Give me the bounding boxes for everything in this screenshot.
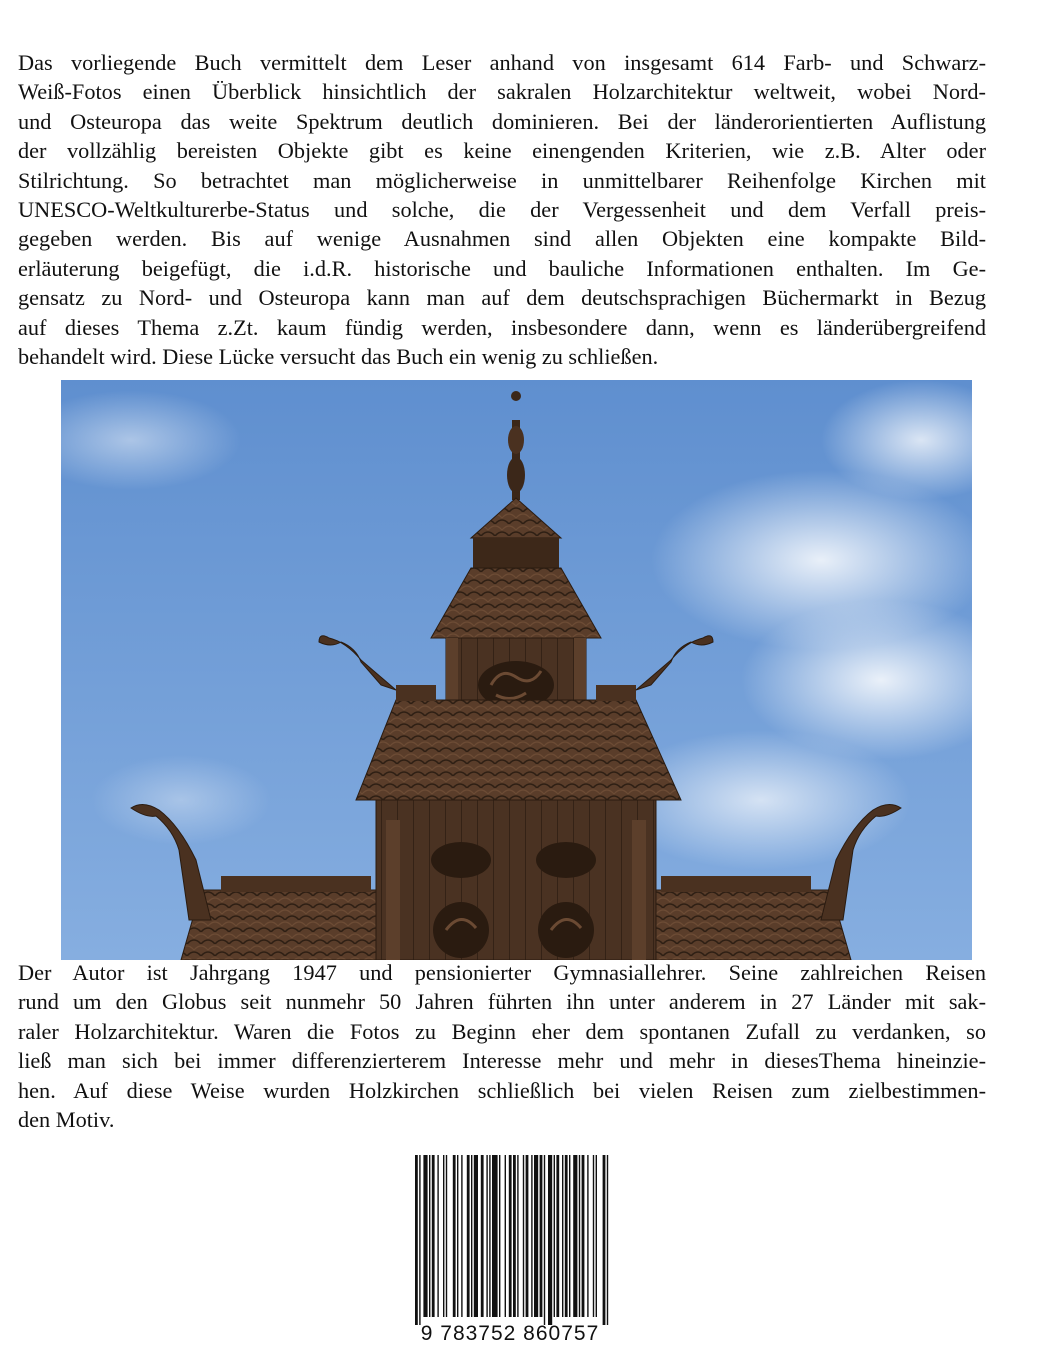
barcode-bar <box>517 1155 518 1317</box>
barcode-bar <box>467 1155 470 1317</box>
barcode-bar <box>540 1155 543 1317</box>
barcode-bar <box>569 1155 570 1317</box>
text-line: rund um den Globus seit nunmehr 50 Jahren führten ihn unter anderem in 27 Länder mit sak- <box>18 989 986 1015</box>
barcode-bar <box>554 1155 555 1317</box>
barcode-bar <box>607 1155 608 1325</box>
isbn-barcode <box>413 1155 609 1325</box>
text-line: auf dieses Thema z.Zt. kaum fündig werden, insbesondere dann, wenn es länderübergreifend <box>18 314 986 340</box>
barcode-bar <box>556 1155 559 1317</box>
barcode-bar <box>432 1155 435 1317</box>
text-line: UNESCO-Weltkulturerbe-Status und solche, die der Vergessenheit und dem Verfall preis- <box>18 197 986 223</box>
barcode-bar <box>582 1155 585 1317</box>
barcode-bar <box>489 1155 490 1317</box>
text-line: Weiß-Fotos einen Überblick hinsichtlich der sakralen Holzarchitektur weltweit, wobei Nord- <box>18 79 986 105</box>
barcode-bar <box>423 1155 427 1317</box>
barcode-bar <box>603 1155 606 1325</box>
stave-church-photo <box>61 380 972 960</box>
text-line: hen. Auf diese Weise wurden Holzkirchen schließlich bei vielen Reisen zum zielbestimmen- <box>18 1077 986 1103</box>
barcode-bar <box>562 1155 563 1317</box>
barcode-bar <box>457 1155 458 1317</box>
text-line: der vollzählig bereisten Objekte gibt es keine einengenden Kriterien, wie z.B. Alter oder <box>18 138 986 164</box>
barcode-bar <box>471 1155 472 1317</box>
isbn-number: 9 783752 860757 <box>420 1322 600 1345</box>
barcode-bar <box>573 1155 577 1317</box>
intro-paragraph <box>18 48 986 371</box>
barcode-bar <box>415 1155 418 1325</box>
barcode-bar <box>453 1155 456 1317</box>
barcode-bar <box>509 1155 512 1317</box>
barcode-bar <box>593 1155 594 1317</box>
barcode-bar <box>446 1155 447 1317</box>
text-line: erläuterung beigefügt, die i.d.R. historische und bauliche Informationen enthalten. Im Ge- <box>18 255 986 281</box>
text-line: Der Autor ist Jahrgang 1947 und pensionierter Gymnasiallehrer. Seine zahlreichen Reisen <box>18 960 986 985</box>
barcode-bar <box>596 1155 597 1317</box>
text-line: Stilrichtung. So betrachtet man möglicherweise in unmittelbarer Reihenfolge Kirchen mit <box>18 167 986 193</box>
barcode-bar <box>461 1155 462 1317</box>
text-line: und Osteuropa das weite Spektrum deutlich dominieren. Bei der länderorientierten Auflistung <box>18 108 986 134</box>
barcode-bar <box>429 1155 430 1317</box>
text-line: raler Holzarchitektur. Waren die Fotos zu Beginn eher dem spontanen Zufall zu verdanken, so <box>18 1018 986 1044</box>
barcode-bar <box>526 1155 529 1317</box>
barcode-bar <box>437 1155 438 1317</box>
barcode-bar <box>531 1155 532 1317</box>
barcode-bar <box>548 1155 552 1325</box>
barcode-bar <box>505 1155 506 1317</box>
barcode-bar <box>419 1155 420 1325</box>
barcode-bar <box>492 1155 498 1317</box>
barcode-bar <box>534 1155 538 1317</box>
barcode-bar <box>587 1155 588 1317</box>
barcode-bar <box>474 1155 478 1317</box>
text-line: den Motiv. <box>18 1107 115 1133</box>
barcode-bar <box>481 1155 484 1317</box>
text-line: gegeben werden. Bis auf wenige Ausnahmen sind allen Objekten eine kompakte Bild- <box>18 226 986 252</box>
text-line: ließ man sich bei immer differenzierterem Interesse mehr und mehr in diesesThema hineinzie- <box>18 1048 986 1074</box>
text-line: Das vorliegende Buch vermittelt dem Leser anhand von insgesamt 614 Farb- und Schwarz- <box>18 50 986 75</box>
barcode-bar <box>565 1155 568 1317</box>
barcode-bar <box>499 1155 500 1317</box>
barcode-bar <box>443 1155 444 1317</box>
barcode-bar <box>486 1155 487 1317</box>
barcode-bar <box>513 1155 516 1317</box>
text-line: behandelt wird. Diese Lücke versucht das Buch ein wenig zu schließen. <box>18 344 659 370</box>
author-paragraph <box>18 958 986 1134</box>
barcode-bar <box>579 1155 580 1317</box>
text-line: gensatz zu Nord- und Osteuropa kann man auf dem deutschsprachigen Büchermarkt in Bezug <box>18 285 986 311</box>
barcode-bar <box>544 1155 545 1325</box>
barcode-bar <box>523 1155 524 1317</box>
